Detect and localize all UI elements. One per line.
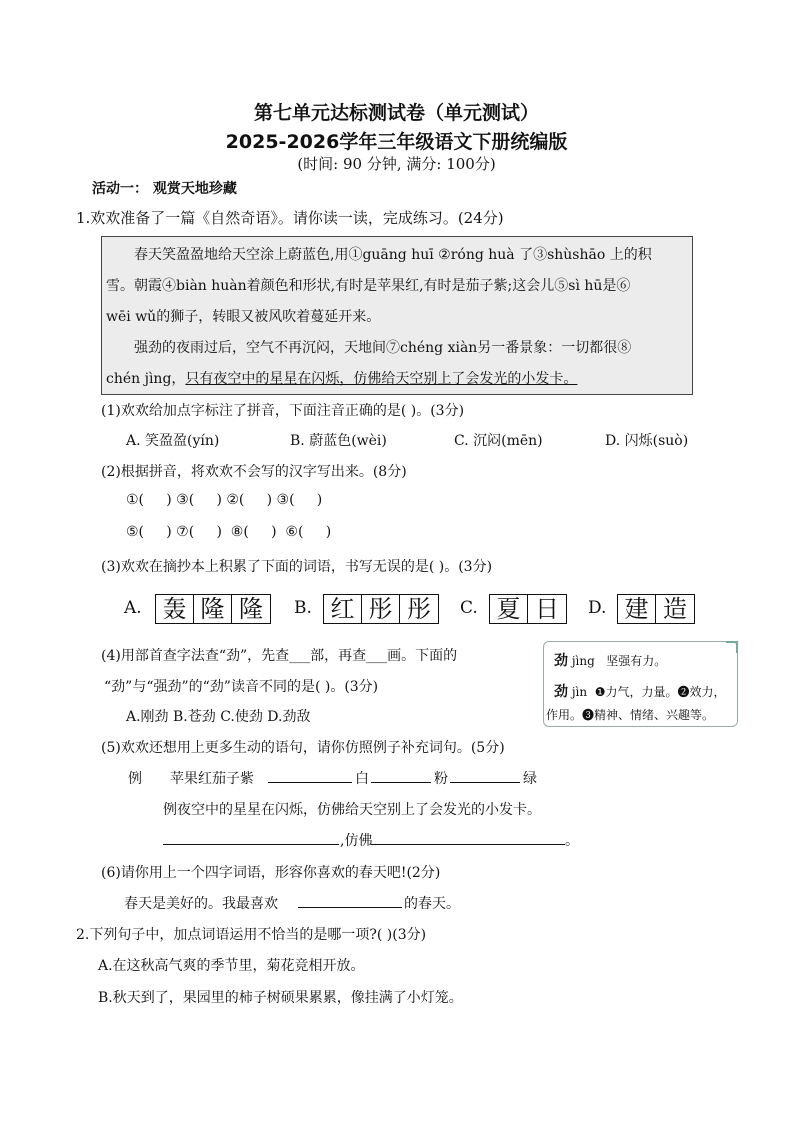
q1-sub2-stem: (2)根据拼音，将欢欢不会写的汉字写出来。(8分) xyxy=(101,464,407,480)
q2-option-b: B.秋天到了，果园里的柿子树硕果累累，像挂满了小灯笼。 xyxy=(98,990,463,1006)
word-char: 隆 xyxy=(239,595,263,623)
page-subtitle: 2025-2026学年三年级语文下册统编版 xyxy=(225,131,568,153)
corner-decoration xyxy=(726,641,738,653)
reading-passage xyxy=(101,236,693,395)
word-char: 彤 xyxy=(362,595,400,623)
underlined-sentence: 只有夜空中的星星在闪烁，仿佛给天空别上了会发光的小发卡。 xyxy=(185,371,578,387)
page-title: 第七单元达标测试卷（单元测试） xyxy=(253,102,539,124)
time-score: (时间: 90 分钟, 满分: 100分) xyxy=(297,155,496,173)
word-label-d: D. xyxy=(588,598,607,618)
q1-sub4-stem-2: “劲”与“强劲”的“劲”读音不同的是( )。(3分) xyxy=(104,679,379,695)
blank-line xyxy=(298,893,402,912)
dict-definition: 作用。❸精神、情绪、兴趣等。 xyxy=(546,708,715,722)
word-box-c xyxy=(489,594,567,624)
color-word: 粉 xyxy=(434,771,448,787)
word-char: 日 xyxy=(535,595,559,623)
word-char: 轰 xyxy=(156,595,194,623)
word-box-b xyxy=(323,594,439,624)
fill-end: 。 xyxy=(565,833,579,849)
q1-sub3-stem: (3)欢欢在摘抄本上积累了下面的词语，书写无误的是( )。(3分) xyxy=(101,559,493,575)
example-words: 苹果红茄子紫 xyxy=(170,771,254,787)
word-char: 建 xyxy=(618,595,656,623)
dictionary-card xyxy=(543,641,738,727)
fill-sentence-start: 春天是美好的。我最喜欢 xyxy=(124,896,278,912)
q2-option-a: A.在这秋高气爽的季节里，菊花竞相开放。 xyxy=(98,958,365,974)
passage-line: 春天笑盈盈地给天空涂上蔚蓝色,用①guāng huī ②róng huà 了③shùshāo 上的积 xyxy=(134,247,652,263)
example-label: 例 xyxy=(128,771,142,787)
passage-line xyxy=(106,364,688,395)
blank-line xyxy=(371,768,431,787)
word-char: 红 xyxy=(324,595,362,623)
passage-line: wēi wǔ的狮子，转眼又被风吹着蔓延开来。 xyxy=(106,309,381,325)
color-word: 白 xyxy=(355,771,369,787)
example-sentence: 例夜空中的星星在闪烁，仿佛给天空别上了会发光的小发卡。 xyxy=(163,802,541,818)
option-c: C. 沉闷(mēn) xyxy=(454,433,543,449)
color-word: 绿 xyxy=(523,771,537,787)
dict-char: 劲 xyxy=(554,653,568,669)
dict-pinyin: jìn xyxy=(571,685,588,699)
fill-sentence-end: 的春天。 xyxy=(404,896,460,912)
word-char: 造 xyxy=(663,595,687,623)
word-box-d xyxy=(617,594,695,624)
option-b: B. 蔚蓝色(wèi) xyxy=(290,433,387,449)
word-char: 隆 xyxy=(194,595,232,623)
passage-line: 雪。朝霞④biàn huàn着颜色和形状,有时是苹果红,有时是茄子紫;这会儿⑤sì hū是⑥ xyxy=(106,278,631,294)
fill-row-2: ⑤( ) ⑦( ) ⑧( ) ⑥( ) xyxy=(126,524,332,540)
blank-line xyxy=(163,830,339,849)
option-d: D. 闪烁(suò) xyxy=(605,433,689,449)
word-label-c: C. xyxy=(460,598,478,618)
dict-pinyin: jìng xyxy=(571,654,595,668)
q1-sub5-stem: (5)欢欢还想用上更多生动的语句，请你仿照例子补充词句。(5分) xyxy=(101,740,505,756)
q1-stem: 1.欢欢准备了一篇《自然奇语》。请你读一读，完成练习。(24分) xyxy=(76,209,504,227)
fill-row-1: ①( ) ③( ) ②( ) ③( ) xyxy=(126,492,323,508)
q1-sub6-stem: (6)请你用上一个四字词语，形容你喜欢的春天吧!(2分) xyxy=(101,865,441,881)
blank-line xyxy=(450,768,520,787)
fill-connector: ,仿佛 xyxy=(340,833,373,849)
word-char: 夏 xyxy=(490,595,528,623)
dict-char: 劲 xyxy=(554,684,568,700)
q2-stem: 2.下列句子中，加点词语运用不恰当的是哪一项?( )(3分) xyxy=(76,927,427,943)
blank-line xyxy=(371,830,565,849)
q1-sub4-options: A.刚劲 B.苍劲 C.使劲 D.劲敌 xyxy=(126,709,311,725)
word-box-a xyxy=(155,594,271,624)
dict-definition: 坚强有力。 xyxy=(606,654,667,668)
passage-text: chén jìng， xyxy=(106,371,186,387)
word-char: 彤 xyxy=(407,595,431,623)
activity-heading: 活动一： 观赏天地珍藏 xyxy=(92,181,237,197)
blank-line xyxy=(268,768,352,787)
option-a: A. 笑盈盈(yín) xyxy=(126,433,220,449)
passage-line: 强劲的夜雨过后，空气不再沉闷，天地间⑦chéng xiàn另一番景象：一切都很⑧ xyxy=(134,340,632,356)
word-label-a: A. xyxy=(124,598,142,618)
q1-sub4-stem: (4)用部首查字法查“劲”，先查___部，再查___画。下面的 xyxy=(101,648,458,664)
dict-definition: ❶力气，力量。❷效力， xyxy=(594,685,726,699)
word-label-b: B. xyxy=(294,598,312,618)
q1-sub1-stem: (1)欢欢给加点字标注了拼音，下面注音正确的是( )。(3分) xyxy=(101,403,465,419)
